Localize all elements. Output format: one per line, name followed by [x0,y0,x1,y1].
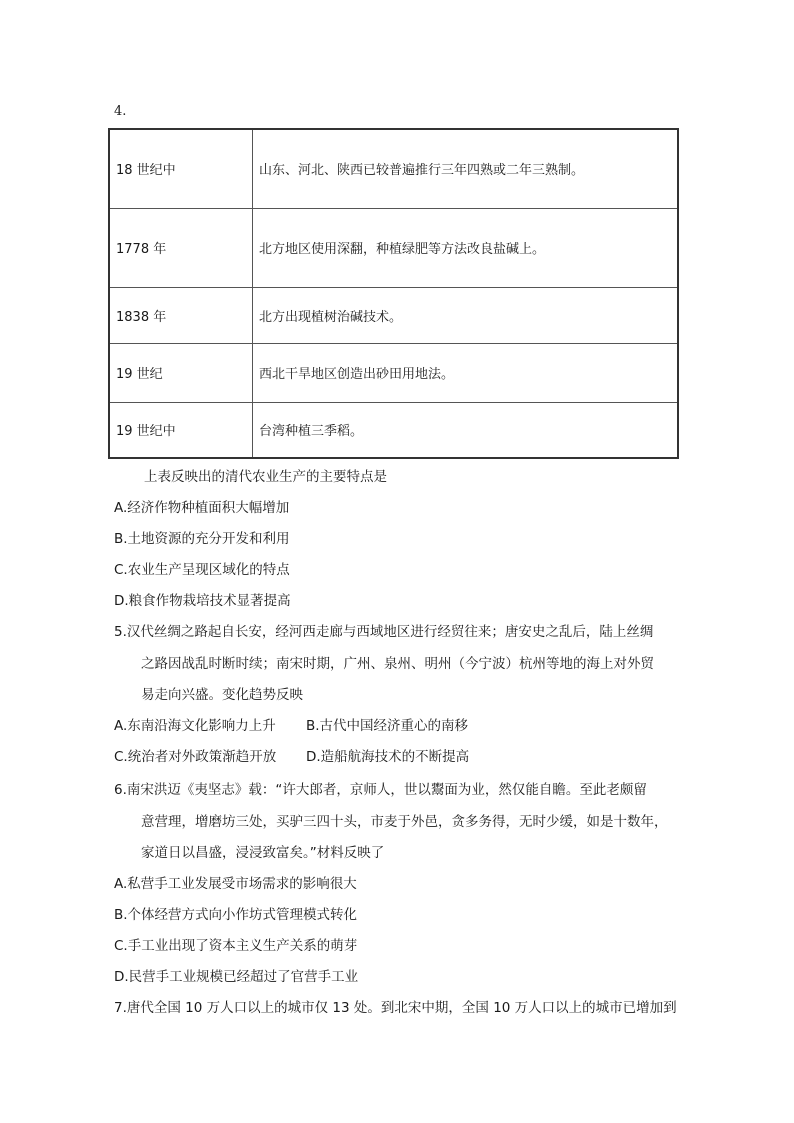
table-row [109,129,678,208]
q6-option-a: A.私营手工业发展受市场需求的影响很大 [114,876,357,892]
q4-option-d: D.粮食作物栽培技术显著提高 [114,593,291,609]
period-cell: 1778 年 [109,208,253,287]
question-4-number: 4. [114,104,127,119]
table-row [109,208,678,287]
table-row [109,287,678,343]
q4-option-a: A.经济作物种植面积大幅增加 [114,500,290,516]
question-7-line-1: 7.唐代全国 10 万人口以上的城市仅 13 处。到北宋中期，全国 10 万人口以上的城市已增加到 [114,1000,677,1016]
question-5-line-1: 5.汉代丝绸之路起自长安，经河西走廊与西域地区进行经贸往来；唐安史之乱后，陆上丝绸 [114,624,654,640]
period-cell: 1838 年 [109,287,253,343]
table-row [109,343,678,402]
period-cell: 18 世纪中 [109,129,253,208]
q5-option-a: A.东南沿海文化影响力上升 [114,718,276,734]
q5-option-d: D.造船航海技术的不断提高 [306,749,470,765]
period-cell: 19 世纪 [109,343,253,402]
q6-option-b: B.个体经营方式向小作坊式管理模式转化 [114,907,358,923]
event-cell: 北方出现植树治碱技术。 [253,287,679,343]
q5-option-b: B.古代中国经济重心的南移 [306,718,469,734]
event-cell: 西北干旱地区创造出砂田用地法。 [253,343,679,402]
question-4-stem: 上表反映出的清代农业生产的主要特点是 [144,469,387,485]
q6-option-c: C.手工业出现了资本主义生产关系的萌芽 [114,938,358,954]
q6-option-d: D.民营手工业规模已经超过了官营手工业 [114,969,359,985]
question-6-line-3: 家道日以昌盛，浸浸致富矣。”材料反映了 [141,845,385,861]
question-6-line-1: 6.南宋洪迈《夷坚志》载：“许大郎者，京师人，世以鬻面为业，然仅能自瞻。至此老颇留 [114,782,647,798]
q5-option-c: C.统治者对外政策渐趋开放 [114,749,277,765]
table-row [109,402,678,458]
question-5-line-2: 之路因战乱时断时续；南宋时期，广州、泉州、明州（今宁波）杭州等地的海上对外贸 [141,656,654,672]
q4-option-c: C.农业生产呈现区域化的特点 [114,562,290,578]
question-5-line-3: 易走向兴盛。变化趋势反映 [141,687,303,703]
event-cell: 北方地区使用深翻，种植绿肥等方法改良盐碱上。 [253,208,679,287]
event-cell: 台湾种植三季稻。 [253,402,679,458]
event-cell: 山东、河北、陕西已较普遍推行三年四熟或二年三熟制。 [253,129,679,208]
period-cell: 19 世纪中 [109,402,253,458]
question-6-line-2: 意营理，增磨坊三处，买驴三四十头，市麦于外邑，贪多务得，无时少缓，如是十数年， [141,814,668,830]
agriculture-table [108,128,679,459]
q4-option-b: B.土地资源的充分开发和利用 [114,531,290,547]
